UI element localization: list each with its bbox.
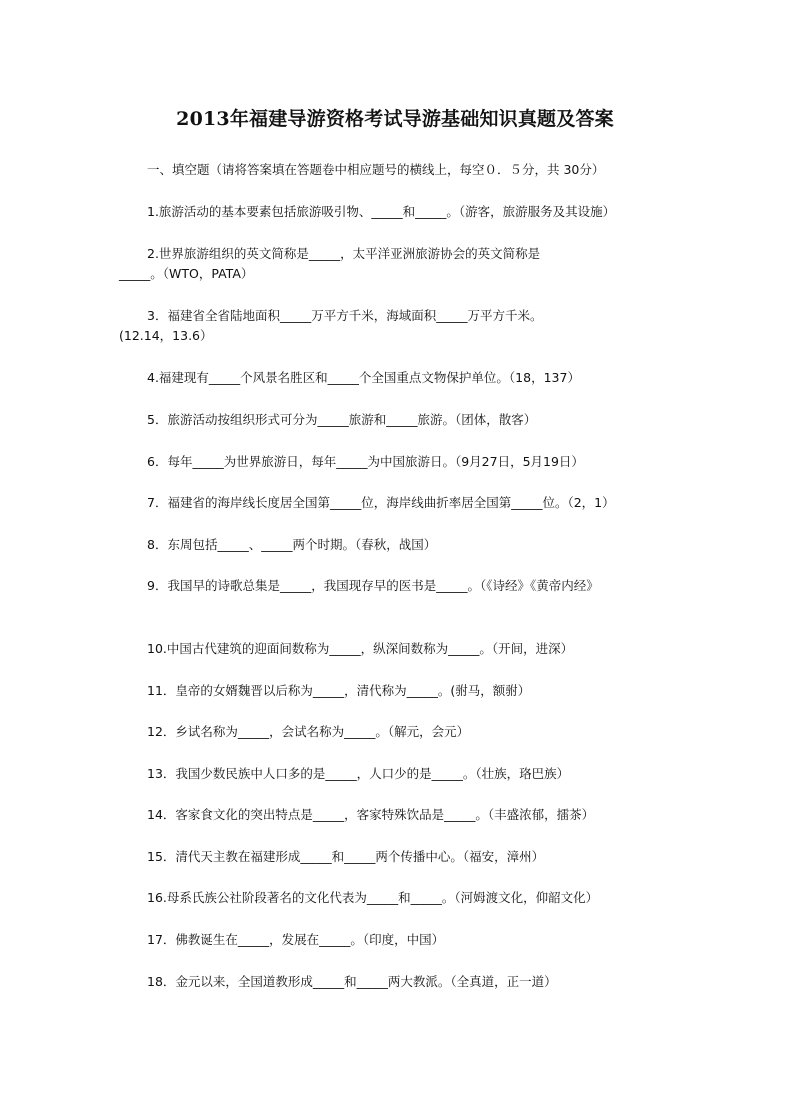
question-18: 18．金元以来，全国道教形成_____和_____两大教派。（全真道，正一道） [147, 974, 557, 989]
question-14: 14．客家食文化的突出特点是_____，客家特殊饮品是_____。（丰盛浓郁，擂茶） [147, 807, 595, 822]
section-heading: 一、填空题（请将答案填在答题卷中相应题号的横线上，每空０．５分，共 30分） [147, 162, 605, 177]
question-3: 3．福建省全省陆地面积_____万平方千米，海域面积_____万平方千米。 [147, 308, 543, 323]
question-5: 5．旅游活动按组织形式可分为_____旅游和_____旅游。（团体，散客） [147, 412, 537, 427]
document-title: 2013年福建导游资格考试导游基础知识真题及答案 [176, 108, 614, 130]
question-4: 4.福建现有_____个风景名胜区和_____个全国重点文物保护单位。（18，137） [147, 370, 580, 385]
question-16: 16.母系氏族公社阶段著名的文化代表为_____和_____。（河姆渡文化，仰韶文化） [147, 890, 599, 905]
question-7: 7．福建省的海岸线长度居全国第_____位，海岸线曲折率居全国第_____位。（2，1） [147, 495, 615, 510]
question-6: 6．每年_____为世界旅游日，每年_____为中国旅游日。（9月27日，5月19日） [147, 454, 584, 469]
question-9: 9．我国早的诗歌总集是_____，我国现存早的医书是_____。（《诗经》《黄帝内经》 [147, 578, 599, 593]
question-3-continued: (12.14，13.6） [119, 328, 213, 343]
question-13: 13．我国少数民族中人口多的是_____，人口少的是_____。（壮族，珞巴族） [147, 766, 570, 781]
question-8: 8．东周包括_____、_____两个时期。（春秋，战国） [147, 537, 437, 552]
question-15: 15．清代天主教在福建形成_____和_____两个传播中心。（福安，漳州） [147, 849, 545, 864]
question-2: 2.世界旅游组织的英文简称是_____，太平洋亚洲旅游协会的英文简称是 [147, 246, 541, 261]
question-10: 10.中国古代建筑的迎面间数称为_____，纵深间数称为_____。（开间，进深） [147, 641, 574, 656]
question-11: 11．皇帝的女婿魏晋以后称为_____，清代称为_____。(驸马，额驸） [147, 683, 531, 698]
question-1: 1.旅游活动的基本要素包括旅游吸引物、_____和_____。（游客，旅游服务及其设施） [147, 204, 616, 219]
question-12: 12．乡试名称为_____，会试名称为_____。（解元，会元） [147, 724, 470, 739]
question-17: 17．佛教诞生在_____，发展在_____。（印度，中国） [147, 932, 445, 947]
question-2-continued: _____。（WTO，PATA） [119, 266, 254, 281]
